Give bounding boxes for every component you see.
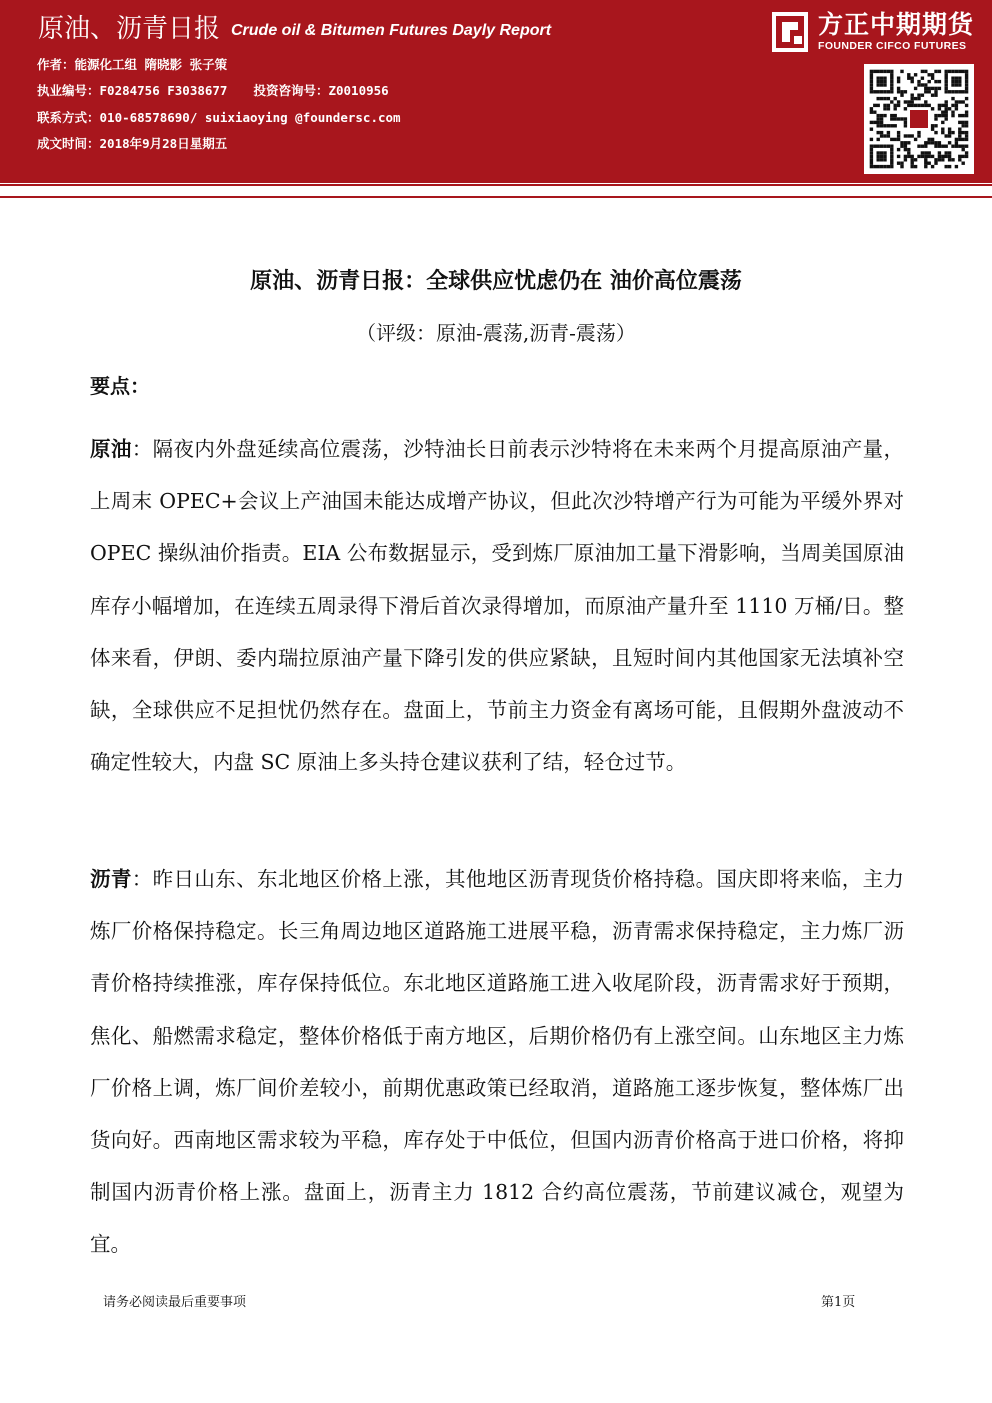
footer-notice: 请务必阅读最后重要事项 [103, 1295, 247, 1310]
date-label: 成文时间： [37, 136, 100, 151]
date-line [37, 136, 227, 152]
company-logo [770, 8, 984, 58]
crude-oil-text: ：隔夜内外盘延续高位震荡，沙特油长日前表示沙特将在未来两个月提高原油产量，上周末 OPEC+会议上产油国未能达成增产协议，但此次沙特增产行为可能为平缓外界对 OPEC 操纵油价指责。EIA 公布数据显示，受到炼厂原油加工量下滑影响，当周美国原油库存小幅增加，在连续五周录得下滑后首次录得增加，而原油产量升至 1110 万桶/日。整体来看，伊朗、委内瑞拉原油产量下降引发的供应紧缺，且短时间内其他国家无法填补空缺，全球供应不足担忧仍然存在。盘面上，节前主力资金有离场可能，且假期外盘波动不确定性较大，内盘 SC 原油上多头持仓建议获利了结，轻仓过节。 [90, 437, 905, 775]
contact-line [37, 110, 401, 126]
header-banner [0, 0, 992, 183]
asphalt-lead: 沥青 [90, 867, 132, 891]
license-value: F0284756 F3038677 [99, 83, 228, 98]
asphalt-paragraph [90, 853, 904, 1271]
logo-name-zh: 方正中期期货 [818, 10, 975, 39]
consult-label: 投资咨询号： [253, 83, 329, 98]
report-title-zh: 原油、沥青日报 [38, 14, 221, 44]
crude-oil-lead: 原油 [90, 437, 132, 461]
author-line [37, 57, 227, 73]
header-divider [0, 184, 992, 198]
author-value: 能源化工组 隋晓影 张子策 [74, 57, 228, 72]
report-title-en: Crude oil & Bitumen Futures Dayly Report [231, 22, 552, 39]
qr-code-icon [864, 64, 974, 174]
logo-name-en: FOUNDER CIFCO FUTURES [818, 40, 967, 52]
license-line [37, 83, 389, 99]
consult-value: Z0010956 [328, 83, 389, 98]
license-label: 执业编号： [37, 83, 100, 98]
author-label: 作者： [37, 57, 75, 72]
document-title: 原油、沥青日报：全球供应忧虑仍在 油价高位震荡 [250, 269, 742, 294]
contact-value: 010-68578690/ suixiaoying @foundersc.com [99, 110, 401, 125]
asphalt-text: ：昨日山东、东北地区价格上涨，其他地区沥青现货价格持稳。国庆即将来临，主力炼厂价格保持稳定。长三角周边地区道路施工进展平稳，沥青需求保持稳定，主力炼厂沥青价格持续推涨，库存保持低位。东北地区道路施工进入收尾阶段，沥青需求好于预期，焦化、船燃需求稳定，整体价格低于南方地区，后期价格仍有上涨空间。山东地区主力炼厂价格上调，炼厂间价差较小，前期优惠政策已经取消，道路施工逐步恢复，整体炼厂出货向好。西南地区需求较为平稳，库存处于中低位，但国内沥青价格高于进口价格，将抑制国内沥青价格上涨。盘面上，沥青主力 1812 合约高位震荡，节前建议减仓，观望为宜。 [90, 867, 905, 1257]
crude-oil-paragraph [90, 423, 904, 788]
rating-line: （评级：原油-震荡,沥青-震荡） [356, 321, 636, 345]
date-value: 2018年9月28日星期五 [99, 136, 228, 151]
key-points-label: 要点： [90, 374, 150, 398]
contact-label: 联系方式： [37, 110, 100, 125]
founder-logo-icon [770, 10, 810, 54]
page-number: 第1页 [821, 1295, 856, 1310]
